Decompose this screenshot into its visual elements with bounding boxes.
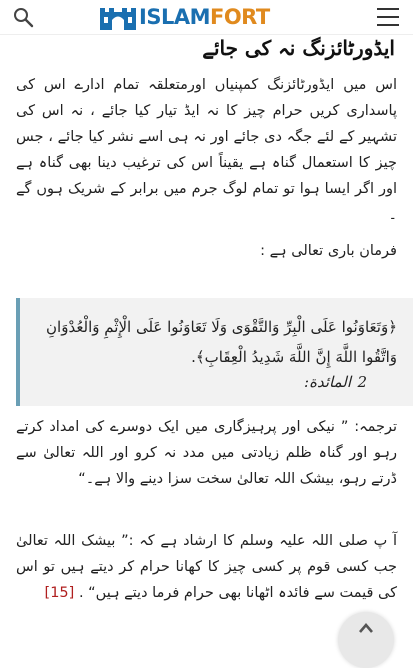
hamburger-menu-icon[interactable] [377, 8, 399, 26]
scroll-to-top-button[interactable] [338, 612, 394, 668]
article-paragraph-translation: ترجمہ: ” نیکی اور پرہیزگاری میں ایک دوسرے کی امداد کرتے رہو اور گناہ ظلم زیادتی میں مدد نہ کرو اور اللہ تعالیٰ سے ڈرتے رہو، بیشک اللہ تعالیٰ سخت سزا دینے والا ہے۔“ [16, 419, 397, 487]
article-paragraph-hadith [16, 528, 397, 606]
article-paragraph-1: اس میں ایڈورٹائزنگ کمپنیاں اورمتعلقہ تمام ادارے اس کی پاسداری کریں حرام چیز کا نہ ایڈ تیار کیا جائے ، نہ اس کی تشہیر کے لئے جگہ دی جائے اور نہ ہی اسے نشر کیا جائے ، جس چیز کا استعمال گناہ ہے یقیناً اس کی ترغیب دینا بھی گناہ ہے اور اگر ایسا ہوا تو تمام لوگ جرم میں برابر کے شریک ہوں گے ۔ [16, 77, 397, 223]
fort-logo-icon [98, 2, 138, 32]
logo-word-islam: ISLAM [139, 5, 210, 29]
top-navigation-bar [0, 0, 413, 35]
search-icon[interactable] [12, 6, 34, 28]
quran-verse-text: ﴿وَتَعَاوَنُوا عَلَى الْبِرِّ وَالتَّقْوَى وَلَا تَعَاوَنُوا عَلَى الْإِثْمِ وَالْعُدْوَانِ وَاتَّقُوا اللَّهَ إِنَّ اللَّهَ شَدِيدُ الْعِقَابِ﴾. [46, 318, 397, 366]
article-paragraph-2: فرمان باری تعالی ہے : [260, 243, 397, 259]
chevron-up-icon [358, 622, 374, 634]
logo-text [139, 2, 270, 32]
verse-source-surah: المائدة: [304, 373, 351, 391]
article-heading: ایڈورٹائزنگ نہ کی جائے [202, 36, 395, 60]
site-logo[interactable] [98, 2, 270, 32]
verse-source-number: 2 [357, 373, 367, 391]
quran-verse-blockquote [16, 298, 413, 406]
hadith-text: آ پ صلی اللہ علیہ وسلم کا ارشاد ہے کہ :” بیشک اللہ تعالیٰ جب کسی قوم پر کسی چیز کا کھانا حرام کر دیتے ہیں تو اس کی قیمت سے فائدہ اٹھانا بھی حرام فرما دیتے ہیں“ . [16, 533, 397, 601]
footnote-reference-link[interactable]: [15] [44, 585, 75, 601]
logo-word-fort: FORT [209, 5, 270, 29]
